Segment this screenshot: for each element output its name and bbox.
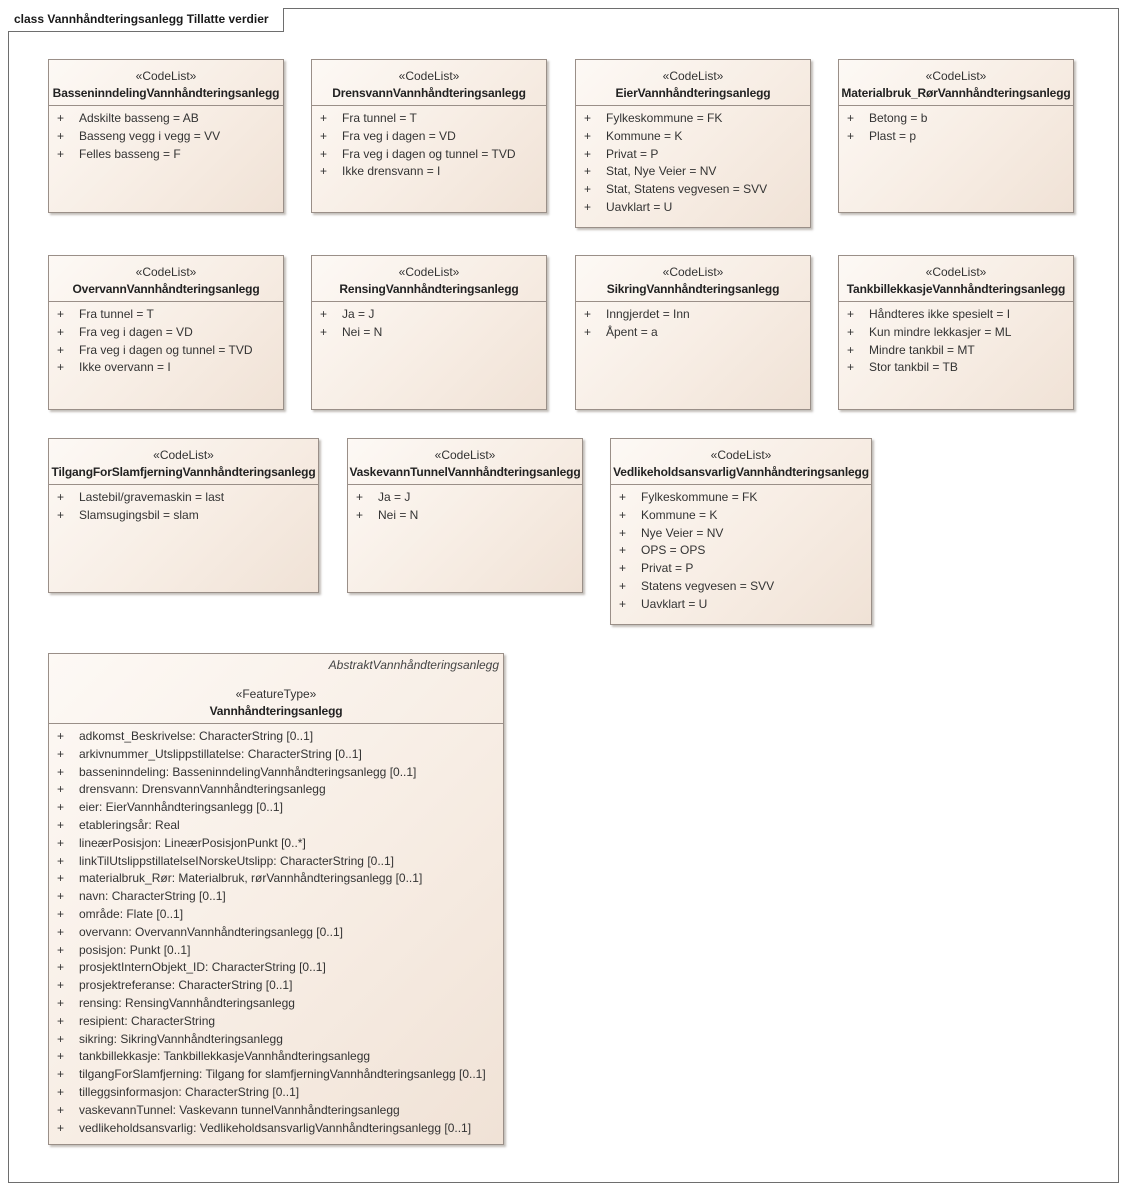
public-visibility-icon: + [57,360,65,375]
list-item [49,342,283,360]
enum-value: Fra veg i dagen = VD [79,324,193,339]
attribute: tankbillekkasje: TankbillekkasjeVannhåndteringsanlegg [79,1049,371,1064]
list-item [49,995,503,1013]
attribute-list [49,724,503,1137]
list-item [839,342,1073,360]
stereotype-label: «CodeList» [398,265,460,279]
public-visibility-icon: + [57,342,65,357]
public-visibility-icon: + [57,1013,65,1028]
list-item [839,306,1073,324]
list-item [49,817,503,835]
attribute: vedlikeholdsansvarlig: VedlikeholdsansvarligVannhåndteringsanlegg [0..1] [79,1120,472,1135]
codelist-class[interactable] [575,255,811,410]
value-list [312,302,546,342]
list-item [839,324,1073,342]
enum-value: Ikke drensvann = I [342,164,441,179]
class-header [576,256,810,302]
enum-value: Ja = J [342,307,375,321]
list-item [49,853,503,871]
public-visibility-icon: + [584,146,592,161]
public-visibility-icon: + [57,1031,65,1046]
public-visibility-icon: + [619,596,627,611]
class-header [839,256,1073,302]
attribute: eier: EierVannhåndteringsanlegg [0..1] [79,800,283,815]
public-visibility-icon: + [584,128,592,143]
enum-value: Privat = P [606,146,659,161]
list-item [49,888,503,906]
list-item [611,489,871,507]
list-item [348,507,582,525]
public-visibility-icon: + [584,199,592,214]
enum-value: Fra veg i dagen og tunnel = TVD [342,146,516,161]
value-list [49,106,283,163]
public-visibility-icon: + [57,889,65,904]
public-visibility-icon: + [847,307,855,321]
list-item [49,324,283,342]
codelist-class[interactable] [48,438,319,593]
class-header [576,60,810,106]
codelist-class[interactable] [838,255,1074,410]
attribute: sikring: SikringVannhåndteringsanlegg [79,1031,283,1046]
public-visibility-icon: + [57,995,65,1010]
enum-value: Uavklart = U [606,199,673,214]
public-visibility-icon: + [619,543,627,558]
public-visibility-icon: + [619,490,627,504]
stereotype-label: «CodeList» [710,448,772,462]
enum-value: Statens vegvesen = SVV [641,578,775,593]
public-visibility-icon: + [57,128,65,143]
enum-value: Basseng vegg i vegg = VV [79,128,221,143]
list-item [576,199,810,217]
public-visibility-icon: + [619,507,627,522]
public-visibility-icon: + [847,360,855,375]
public-visibility-icon: + [847,111,855,125]
list-item [49,1120,503,1138]
public-visibility-icon: + [320,324,328,339]
value-list [839,106,1073,146]
list-item [49,977,503,995]
public-visibility-icon: + [320,307,328,321]
class-name: BasseninndelingVannhåndteringsanlegg [52,86,280,100]
enum-value: Lastebil/gravemaskin = last [79,490,225,504]
list-item [49,764,503,782]
class-header [49,439,318,485]
class-name: VaskevannTunnelVannhåndteringsanlegg [349,465,581,479]
codelist-class[interactable] [48,59,284,213]
public-visibility-icon: + [57,835,65,850]
value-list [49,485,318,525]
enum-value: OPS = OPS [641,543,706,558]
public-visibility-icon: + [584,111,592,125]
enum-value: Ikke overvann = I [79,360,171,375]
attribute: basseninndeling: BasseninndelingVannhåndteringsanlegg [0..1] [79,764,417,779]
attribute: navn: CharacterString [0..1] [79,889,226,904]
public-visibility-icon: + [320,128,328,143]
public-visibility-icon: + [584,164,592,179]
attribute: område: Flate [0..1] [79,906,184,921]
attribute: tilleggsinformasjon: CharacterString [0..1] [79,1084,300,1099]
public-visibility-icon: + [57,1049,65,1064]
attribute: materialbruk_Rør: Materialbruk, rørVannhåndteringsanlegg [0..1] [79,871,423,886]
list-item [611,596,871,614]
class-name: TankbillekkasjeVannhåndteringsanlegg [846,282,1066,296]
public-visibility-icon: + [57,924,65,939]
class-name: Materialbruk_RørVannhåndteringsanlegg [841,86,1071,100]
list-item [49,746,503,764]
attribute: vaskevannTunnel: Vaskevann tunnelVannhåndteringsanlegg [79,1102,400,1117]
attribute: etableringsår: Real [79,817,180,832]
stereotype-label: «CodeList» [662,69,724,83]
public-visibility-icon: + [584,324,592,339]
class-name: OvervannVannhåndteringsanlegg [72,282,260,296]
list-item [49,1084,503,1102]
list-item [839,110,1073,128]
attribute: arkivnummer_Utslippstillatelse: CharacterString [0..1] [79,746,362,761]
enum-value: Betong = b [869,111,928,125]
value-list [312,106,546,181]
list-item [49,1048,503,1066]
public-visibility-icon: + [57,1102,65,1117]
list-item [49,1031,503,1049]
class-name: DrensvannVannhåndteringsanlegg [332,86,526,100]
enum-value: Stor tankbil = TB [869,360,958,375]
enum-value: Nei = N [342,324,383,339]
enum-value: Mindre tankbil = MT [869,342,975,357]
stereotype-label: «CodeList» [662,265,724,279]
class-header [49,256,283,302]
enum-value: Ja = J [378,490,411,504]
attribute: tilgangForSlamfjerning: Tilgang for slamfjerningVannhåndteringsanlegg [0..1] [79,1067,486,1082]
class-header [49,60,283,106]
list-item [49,306,283,324]
public-visibility-icon: + [847,128,855,143]
list-item [611,542,871,560]
class-header [312,256,546,302]
list-item [611,507,871,525]
attribute: posisjon: Punkt [0..1] [79,942,191,957]
list-item [611,525,871,543]
list-item [49,507,318,525]
codelist-class[interactable] [311,255,547,410]
class-header [348,439,582,485]
list-item [49,870,503,888]
stereotype-label: «CodeList» [135,69,197,83]
list-item [49,924,503,942]
list-item [49,906,503,924]
list-item [49,799,503,817]
diagram-title: class Vannhåndteringsanlegg Tillatte verdier [8,8,284,32]
list-item [611,578,871,596]
enum-value: Håndteres ikke spesielt = I [869,307,1011,321]
public-visibility-icon: + [57,1067,65,1082]
stereotype-label: «CodeList» [398,69,460,83]
public-visibility-icon: + [619,578,627,593]
public-visibility-icon: + [57,871,65,886]
enum-value: Slamsugingsbil = slam [79,507,199,522]
public-visibility-icon: + [57,764,65,779]
stereotype-label: «CodeList» [135,265,197,279]
attribute: adkomst_Beskrivelse: CharacterString [0..1] [79,729,314,743]
enum-value: Fylkeskommune = FK [641,490,758,504]
list-item [49,110,283,128]
enum-value: Kommune = K [641,507,718,522]
list-item [576,128,810,146]
enum-value: Fylkeskommune = FK [606,111,723,125]
codelist-class[interactable] [48,255,284,410]
value-list [576,106,810,217]
list-item [49,942,503,960]
list-item [576,146,810,164]
list-item [49,489,318,507]
public-visibility-icon: + [57,978,65,993]
value-list [576,302,810,342]
public-visibility-icon: + [584,307,592,321]
list-item [576,181,810,199]
list-item [312,306,546,324]
list-item [312,128,546,146]
list-item [49,128,283,146]
value-list [611,485,871,614]
enum-value: Uavklart = U [641,596,708,611]
public-visibility-icon: + [320,146,328,161]
list-item [49,1013,503,1031]
class-name: RensingVannhåndteringsanlegg [339,282,519,296]
enum-value: Nei = N [378,507,419,522]
list-item [576,110,810,128]
attribute: resipient: CharacterString [79,1013,216,1028]
list-item [49,359,283,377]
codelist-class[interactable] [838,59,1074,213]
attribute: linkTilUtslippstillatelseINorskeUtslipp: CharacterString [0..1] [79,853,394,868]
stereotype-label: «CodeList» [153,448,214,462]
class-name: TilgangForSlamfjerningVannhåndteringsanlegg [51,465,316,479]
public-visibility-icon: + [57,729,65,743]
list-item [312,146,546,164]
abstract-parent-label: AbstraktVannhåndteringsanlegg [328,658,499,672]
value-list [839,302,1073,377]
public-visibility-icon: + [847,342,855,357]
class-name: VedlikeholdsansvarligVannhåndteringsanlegg [613,465,869,479]
enum-value: Stat, Statens vegvesen = SVV [606,182,768,197]
list-item [348,489,582,507]
list-item [839,359,1073,377]
list-item [49,1102,503,1120]
public-visibility-icon: + [356,507,364,522]
public-visibility-icon: + [57,960,65,975]
attribute: overvann: OvervannVannhåndteringsanlegg [0..1] [79,924,343,939]
public-visibility-icon: + [320,164,328,179]
codelist-class[interactable] [610,438,872,625]
codelist-class[interactable] [311,59,547,213]
public-visibility-icon: + [584,182,592,197]
list-item [49,1066,503,1084]
list-item [312,110,546,128]
list-item [576,324,810,342]
class-header [312,60,546,106]
public-visibility-icon: + [57,111,65,125]
list-item [839,128,1073,146]
enum-value: Fra tunnel = T [342,111,417,125]
public-visibility-icon: + [57,1084,65,1099]
list-item [312,163,546,181]
enum-value: Fra tunnel = T [79,307,154,321]
public-visibility-icon: + [619,525,627,540]
list-item [576,163,810,181]
enum-value: Åpent = a [606,324,658,339]
class-name: Vannhåndteringsanlegg [209,704,343,718]
enum-value: Felles basseng = F [79,146,181,161]
stereotype-label: «CodeList» [434,448,496,462]
attribute: drensvann: DrensvannVannhåndteringsanlegg [79,782,326,797]
public-visibility-icon: + [847,324,855,339]
public-visibility-icon: + [57,146,65,161]
list-item [49,728,503,746]
enum-value: Privat = P [641,561,694,576]
class-header [49,672,503,724]
public-visibility-icon: + [57,307,65,321]
attribute: prosjektInternObjekt_ID: CharacterString [0..1] [79,960,326,975]
public-visibility-icon: + [356,490,364,504]
public-visibility-icon: + [619,561,627,576]
public-visibility-icon: + [57,782,65,797]
public-visibility-icon: + [57,906,65,921]
public-visibility-icon: + [57,853,65,868]
public-visibility-icon: + [320,111,328,125]
class-header [611,439,871,485]
list-item [49,146,283,164]
enum-value: Adskilte basseng = AB [79,111,199,125]
enum-value: Fra veg i dagen = VD [342,128,456,143]
enum-value: Fra veg i dagen og tunnel = TVD [79,342,253,357]
codelist-class[interactable] [575,59,811,228]
attribute: prosjektreferanse: CharacterString [0..1] [79,978,293,993]
stereotype-label: «CodeList» [925,69,987,83]
value-list [348,485,582,525]
public-visibility-icon: + [57,507,65,522]
public-visibility-icon: + [57,324,65,339]
enum-value: Nye Veier = NV [641,525,724,540]
enum-value: Stat, Nye Veier = NV [606,164,717,179]
public-visibility-icon: + [57,800,65,815]
enum-value: Plast = p [869,128,917,143]
public-visibility-icon: + [57,746,65,761]
featuretype-class[interactable] [48,653,504,1145]
class-header [839,60,1073,106]
list-item [49,781,503,799]
stereotype-label: «FeatureType» [235,687,317,701]
class-name: SikringVannhåndteringsanlegg [606,282,780,296]
public-visibility-icon: + [57,490,65,504]
attribute: lineærPosisjon: LineærPosisjonPunkt [0..*] [79,835,306,850]
list-item [611,560,871,578]
list-item [312,324,546,342]
enum-value: Kun mindre lekkasjer = ML [869,324,1012,339]
attribute: rensing: RensingVannhåndteringsanlegg [79,995,295,1010]
list-item [576,306,810,324]
class-name: EierVannhåndteringsanlegg [615,86,771,100]
value-list [49,302,283,377]
enum-value: Inngjerdet = Inn [606,307,690,321]
public-visibility-icon: + [57,1120,65,1135]
public-visibility-icon: + [57,942,65,957]
codelist-class[interactable] [347,438,583,593]
list-item [49,835,503,853]
stereotype-label: «CodeList» [925,265,987,279]
enum-value: Kommune = K [606,128,683,143]
list-item [49,959,503,977]
public-visibility-icon: + [57,817,65,832]
